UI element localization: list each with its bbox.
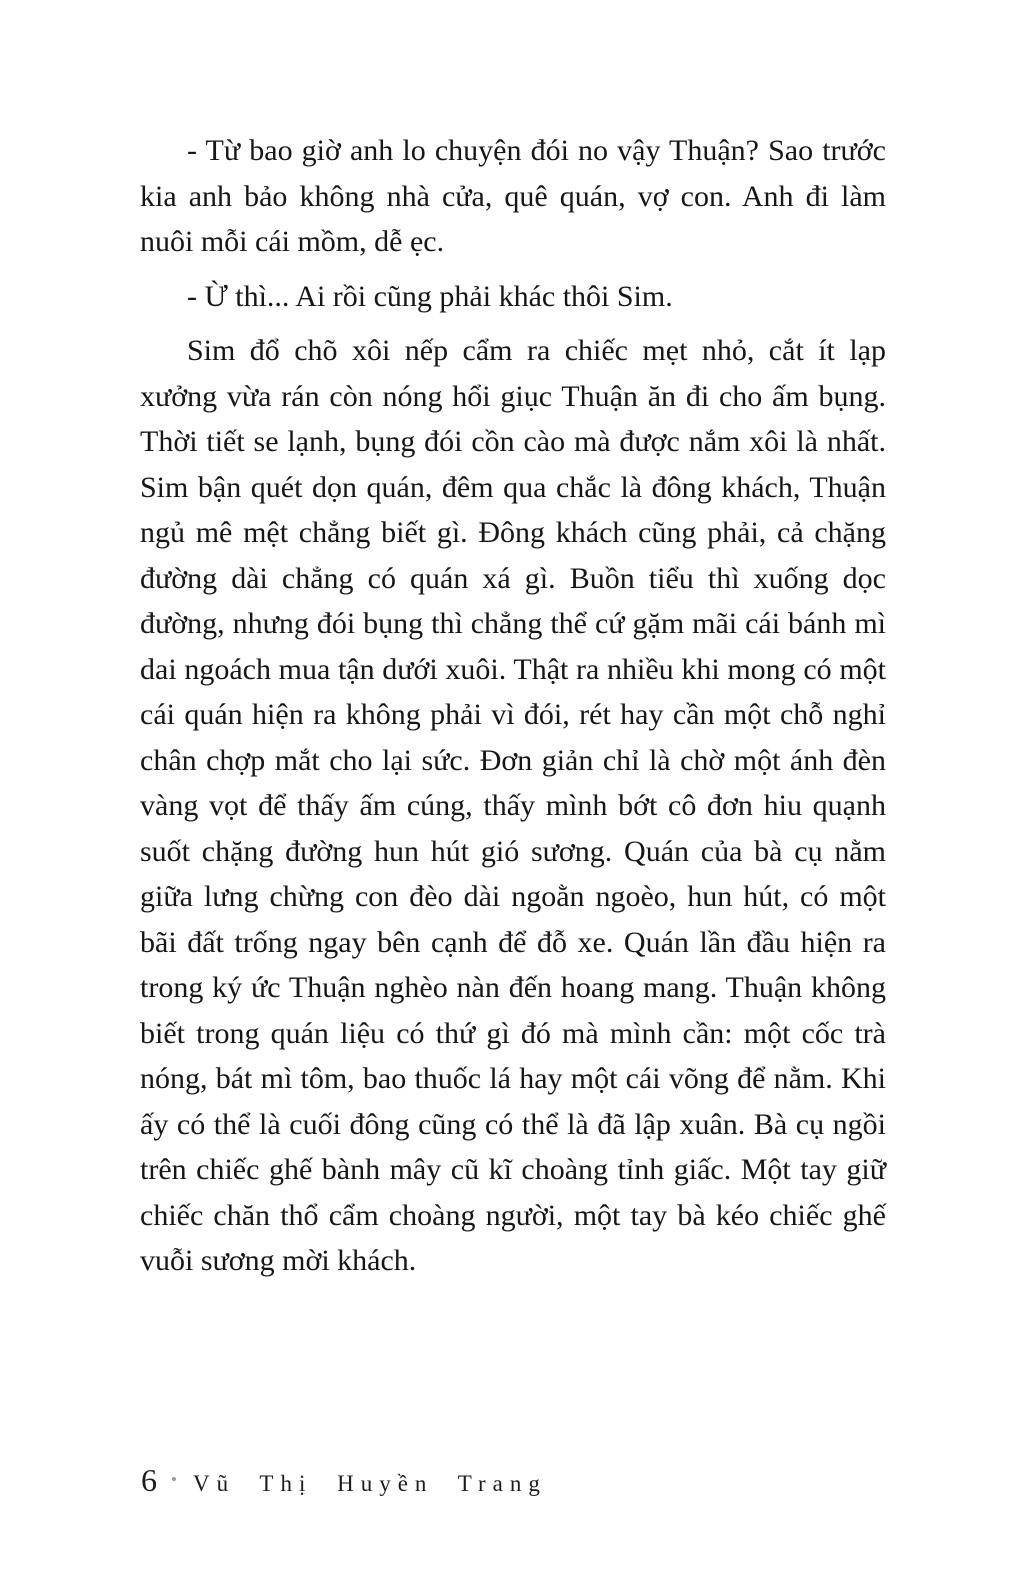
page-body-text: [140, 128, 886, 1293]
author-name: Vũ Thị Huyền Trang: [192, 1471, 547, 1496]
paragraph-dialogue-2: - Ừ thì... Ai rồi cũng phải khác thôi Sim.: [187, 279, 673, 313]
page-footer: [141, 1464, 547, 1496]
paragraph-dialogue-1: - Từ bao giờ anh lo chuyện đói no vậy Thuận? Sao trước kia anh bảo không nhà cửa, quê quán, vợ con. Anh đi làm nuôi mỗi cái mồm, dễ ẹc.: [140, 134, 886, 258]
footer-separator-bullet: •: [171, 1470, 177, 1489]
paragraph-narrative: Sim đổ chõ xôi nếp cẩm ra chiếc mẹt nhỏ, cắt ít lạp xưởng vừa rán còn nóng hổi giục Thuận ăn đi cho ấm bụng. Thời tiết se lạnh, bụng đói cồn cào mà được nắm xôi là nhất. Sim bận quét dọn quán, đêm qua chắc là đông khách, Thuận ngủ mê mệt chẳng biết gì. Đông khách cũng phải, cả chặng đường dài chẳng có quán xá gì. Buồn tiểu thì xuống dọc đường, nhưng đói bụng thì chẳng thể cứ gặm mãi cái bánh mì dai ngoách mua tận dưới xuôi. Thật ra nhiều khi mong có một cái quán hiện ra không phải vì đói, rét hay cần một chỗ nghỉ chân chợp mắt cho lại sức. Đơn giản chỉ là chờ một ánh đèn vàng vọt để thấy ấm cúng, thấy mình bớt cô đơn hiu quạnh suốt chặng đường hun hút gió sương. Quán của bà cụ nằm giữa lưng chừng con đèo dài ngoằn ngoèo, hun hút, có một bãi đất trống ngay bên cạnh để đỗ xe. Quán lần đầu hiện ra trong ký ức Thuận nghèo nàn đến hoang mang. Thuận không biết trong quán liệu có thứ gì đó mà mình cần: một cốc trà nóng, bát mì tôm, bao thuốc lá hay một cái võng để nằm. Khi ấy có thể là cuối đông cũng có thể là đã lập xuân. Bà cụ ngồi trên chiếc ghế bành mây cũ kĩ choàng tỉnh giấc. Một tay giữ chiếc chăn thổ cẩm choàng người, một tay bà kéo chiếc ghế vuỗi sương mời khách.: [140, 334, 886, 1277]
page-number: 6: [141, 1462, 157, 1498]
